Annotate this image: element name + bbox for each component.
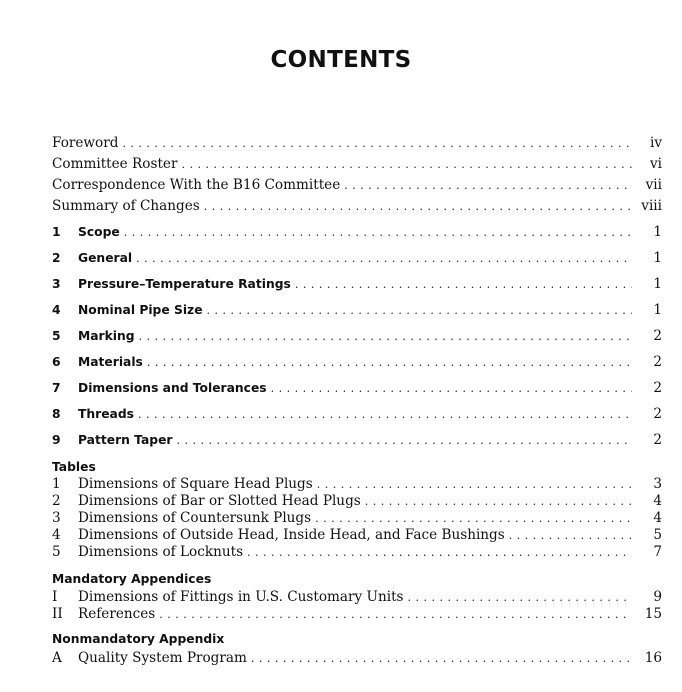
section-page: 2 <box>653 406 662 422</box>
table-page: 4 <box>653 510 662 526</box>
section-page: 2 <box>653 432 662 448</box>
appendix-page: 15 <box>644 606 662 622</box>
table-title: Dimensions of Outside Head, Inside Head, and Face Bushings <box>78 527 505 543</box>
toc-section-7[interactable] <box>52 378 662 398</box>
appendix-page: 16 <box>644 650 662 666</box>
toc-entry-label: Foreword <box>52 135 119 151</box>
section-title: Pattern Taper <box>78 433 173 447</box>
section-page: 2 <box>653 354 662 370</box>
section-title: Scope <box>78 225 120 239</box>
table-page: 3 <box>653 476 662 492</box>
appendix-title: Dimensions of Fittings in U.S. Customary Units <box>78 589 404 605</box>
section-title: Materials <box>78 355 143 369</box>
section-number: 4 <box>52 303 61 317</box>
section-number: 3 <box>52 277 61 291</box>
leader-dots <box>344 175 632 195</box>
toc-entry-label: Correspondence With the B16 Committee <box>52 177 341 193</box>
table-title: Dimensions of Countersunk Plugs <box>78 510 312 526</box>
appendix-number: I <box>52 589 58 605</box>
table-number: 1 <box>52 476 61 492</box>
table-title: Dimensions of Bar or Slotted Head Plugs <box>78 493 361 509</box>
table-page: 7 <box>653 544 662 560</box>
leader-dots <box>159 604 632 624</box>
leader-dots <box>271 378 632 398</box>
page-title: CONTENTS <box>270 47 412 73</box>
toc-entry-page: vi <box>649 156 662 172</box>
toc-entry-foreword[interactable] <box>52 133 662 153</box>
appendix-number: II <box>52 606 63 622</box>
toc-table-5[interactable] <box>52 542 662 562</box>
section-number: 2 <box>52 251 61 265</box>
toc-entry-label: Summary of Changes <box>52 198 200 214</box>
section-page: 1 <box>653 276 662 292</box>
toc-section-5[interactable] <box>52 326 662 346</box>
table-page: 4 <box>653 493 662 509</box>
section-title: General <box>78 251 133 265</box>
leader-dots <box>295 274 632 294</box>
appendix-title: References <box>78 606 156 622</box>
table-number: 5 <box>52 544 61 560</box>
leader-dots <box>147 352 632 372</box>
toc-section-6[interactable] <box>52 352 662 372</box>
leader-dots <box>181 154 632 174</box>
section-page: 1 <box>653 224 662 240</box>
section-title: Marking <box>78 329 135 343</box>
section-title: Dimensions and Tolerances <box>78 381 267 395</box>
toc-entry-page: iv <box>649 135 662 151</box>
leader-dots <box>204 196 632 216</box>
mandatory-appendices-heading: Mandatory Appendices <box>52 572 212 586</box>
table-number: 3 <box>52 510 61 526</box>
leader-dots <box>247 542 632 562</box>
section-number: 6 <box>52 355 61 369</box>
toc-entry-correspondence[interactable] <box>52 175 662 195</box>
appendix-number: A <box>52 650 62 666</box>
table-title: Dimensions of Square Head Plugs <box>78 476 313 492</box>
section-page: 2 <box>653 380 662 396</box>
leader-dots <box>138 404 632 424</box>
appendix-title: Quality System Program <box>78 650 247 666</box>
leader-dots <box>251 648 632 668</box>
toc-section-9[interactable] <box>52 430 662 450</box>
table-number: 4 <box>52 527 61 543</box>
table-number: 2 <box>52 493 61 509</box>
section-title: Threads <box>78 407 134 421</box>
toc-appendix-a[interactable] <box>52 648 662 668</box>
section-title: Pressure–Temperature Ratings <box>78 277 291 291</box>
leader-dots <box>122 133 632 153</box>
toc-entry-committee-roster[interactable] <box>52 154 662 174</box>
toc-appendix-ii[interactable] <box>52 604 662 624</box>
leader-dots <box>136 248 632 268</box>
section-number: 9 <box>52 433 61 447</box>
table-page: 5 <box>653 527 662 543</box>
toc-section-4[interactable] <box>52 300 662 320</box>
leader-dots <box>124 222 632 242</box>
section-number: 8 <box>52 407 61 421</box>
table-title: Dimensions of Locknuts <box>78 544 244 560</box>
section-number: 1 <box>52 225 61 239</box>
section-title: Nominal Pipe Size <box>78 303 203 317</box>
leader-dots <box>139 326 632 346</box>
section-number: 5 <box>52 329 61 343</box>
toc-section-3[interactable] <box>52 274 662 294</box>
toc-section-1[interactable] <box>52 222 662 242</box>
toc-section-8[interactable] <box>52 404 662 424</box>
leader-dots <box>207 300 632 320</box>
appendix-page: 9 <box>653 589 662 605</box>
nonmandatory-appendix-heading: Nonmandatory Appendix <box>52 632 225 646</box>
section-number: 7 <box>52 381 61 395</box>
section-page: 1 <box>653 250 662 266</box>
toc-entry-label: Committee Roster <box>52 156 178 172</box>
toc-entry-page: vii <box>645 177 662 193</box>
toc-entry-summary-of-changes[interactable] <box>52 196 662 216</box>
section-page: 1 <box>653 302 662 318</box>
section-page: 2 <box>653 328 662 344</box>
tables-heading: Tables <box>52 460 96 474</box>
toc-entry-page: viii <box>641 198 662 214</box>
leader-dots <box>176 430 632 450</box>
toc-section-2[interactable] <box>52 248 662 268</box>
